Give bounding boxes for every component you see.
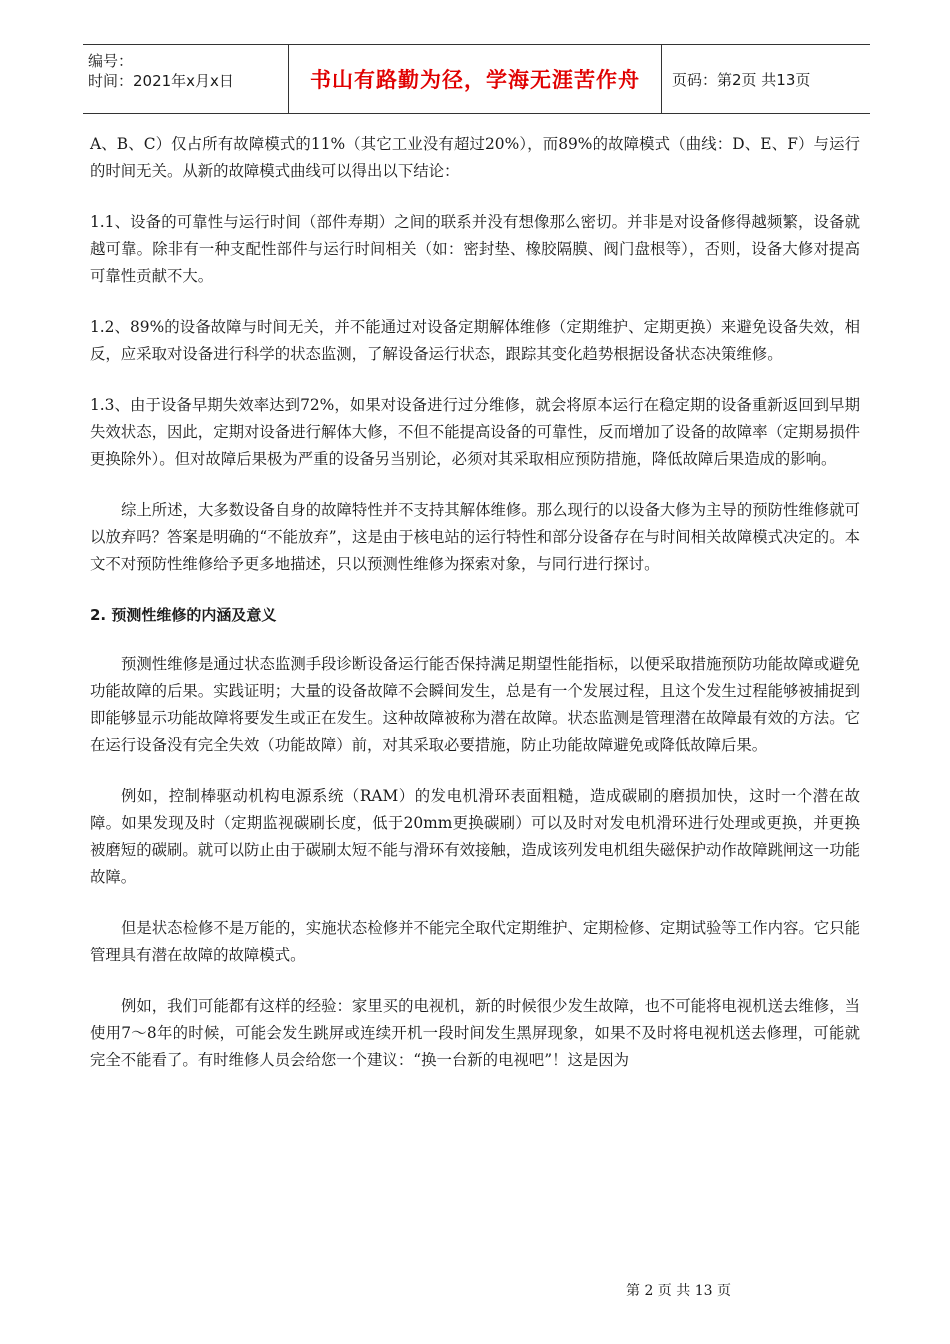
header-meta-cell (83, 45, 289, 114)
document-number-label: 编号： (88, 52, 134, 70)
header-slogan: 书山有路勤为径，学海无涯苦作舟 (289, 45, 662, 114)
paragraph-point-1-1: 1.1、设备的可靠性与运行时间（部件寿期）之间的联系并没有想像那么密切。并非是对设备修得越频繁，设备就越可靠。除非有一种支配性部件与运行时间相关（如：密封垫、橡胶隔膜、阀门盘根等），否则，设备大修对提高可靠性贡献不大。 (90, 213, 860, 285)
section-heading: 2. 预测性维修的内涵及意义 (90, 606, 277, 624)
paragraph-point-1-3: 1.3、由于设备早期失效率达到72%，如果对设备进行过分维修，就会将原本运行在稳定期的设备重新返回到早期失效状态，因此，定期对设备进行解体大修，不但不能提高设备的可靠性，反而增加了设备的故障率（定期易损件更换除外）。但对故障后果极为严重的设备另当别论，必须对其采取相应预防措施，降低故障后果造成的影响。 (90, 396, 860, 468)
paragraph-section-2: 例如，控制棒驱动机构电源系统（RAM）的发电机滑环表面粗糙，造成碳刷的磨损加快，这时一个潜在故障。如果发现及时（定期监视碳刷长度，低于20mm更换碳刷）可以及时对发电机滑环进行处理或更换，并更换被磨短的碳刷。就可以防止由于碳刷太短不能与滑环有效接触，造成该列发电机组失磁保护动作故障跳闸这一功能故障。 (90, 787, 860, 886)
paragraph-section-3: 但是状态检修不是万能的，实施状态检修并不能完全取代定期维护、定期检修、定期试验等工作内容。它只能管理具有潜在故障的故障模式。 (90, 919, 860, 964)
paragraph-summary: 综上所述，大多数设备自身的故障特性并不支持其解体维修。那么现行的以设备大修为主导的预防性维修就可以放弃吗？答案是明确的“不能放弃”，这是由于核电站的运行特性和部分设备存在与时间相关故障模式决定的。本文不对预防性维修给予更多地描述，只以预测性维修为探索对象，与同行进行探讨。 (90, 501, 860, 573)
paragraph-point-1-2: 1.2、89%的设备故障与时间无关，并不能通过对设备定期解体维修（定期维护、定期更换）来避免设备失效，相反，应采取对设备进行科学的状态监测，了解设备运行状态，跟踪其变化趋势根据设备状态决策维修。 (90, 318, 860, 363)
document-header (83, 44, 870, 114)
header-page-info: 页码：第2页 共13页 (662, 45, 871, 114)
paragraph-section-4: 例如，我们可能都有这样的经验：家里买的电视机，新的时候很少发生故障，也不可能将电视机送去维修，当使用7～8年的时候，可能会发生跳屏或连续开机一段时间发生黑屏现象，如果不及时将电视机送去修理，可能就完全不能看了。有时维修人员会给您一个建议：“换一台新的电视吧”！这是因为 (90, 997, 860, 1069)
paragraph-section-1: 预测性维修是通过状态监测手段诊断设备运行能否保持满足期望性能指标，以便采取措施预防功能故障或避免功能故障的后果。实践证明；大量的设备故障不会瞬间发生，总是有一个发展过程，且这个发生过程能够被捕捉到即能够显示功能故障将要发生或正在发生。这种故障被称为潜在故障。状态监测是管理潜在故障最有效的方法。它在运行设备没有完全失效（功能故障）前，对其采取必要措施，防止功能故障避免或降低故障后果。 (90, 655, 860, 754)
page-footer: 第 2 页 共 13 页 (626, 1283, 731, 1299)
paragraph-intro: A、B、C）仅占所有故障模式的11%（其它工业没有超过20%），而89%的故障模式（曲线：D、E、F）与运行的时间无关。从新的故障模式曲线可以得出以下结论： (90, 135, 860, 180)
document-time-label: 时间：2021年x月x日 (88, 72, 234, 90)
document-body (90, 131, 860, 1098)
